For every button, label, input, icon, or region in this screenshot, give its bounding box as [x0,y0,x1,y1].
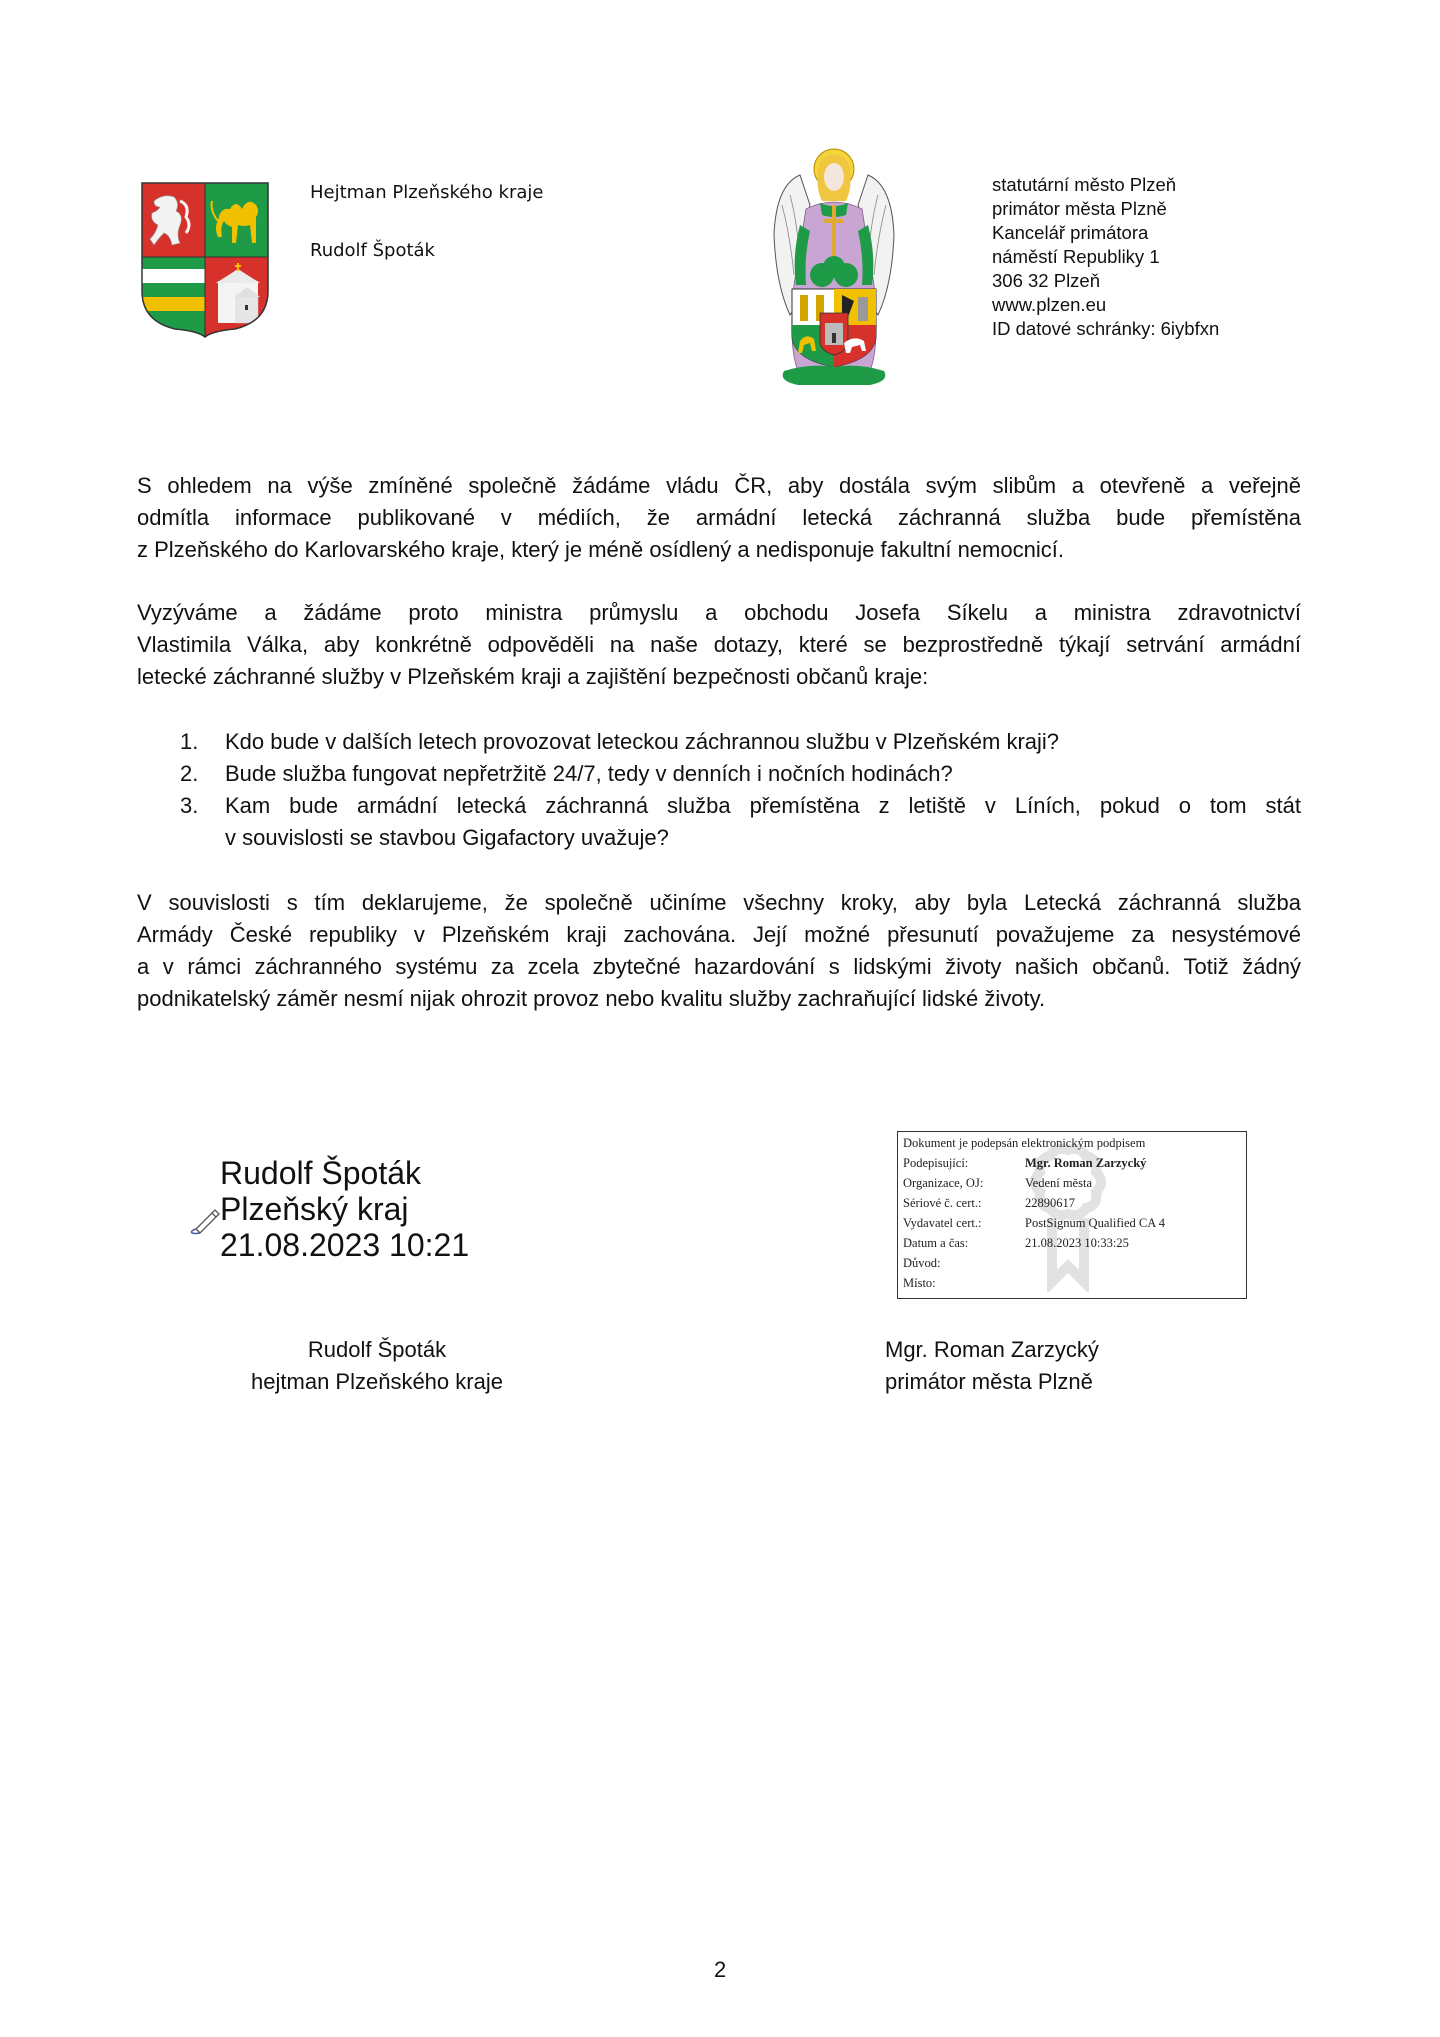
paragraph-call-ministers [137,597,1301,693]
certificate-value: 21.08.2023 10:33:25 [1025,1236,1129,1250]
paragraph-request-government [137,470,1301,566]
pen-signature-icon [190,1207,220,1235]
certificate-heading: Dokument je podepsán elektronickým podpisem [903,1136,1146,1150]
text-line: a v rámci záchranného systému za zcela zbytečné hazardování s lidskými životy našich občanů. Totiž žádný [137,954,1301,979]
question-text: Kdo bude v dalších letech provozovat leteckou záchrannou službu v Plzeňském kraji? [225,729,1060,754]
certificate-row-organization [903,1173,1092,1193]
text-line: Armády České republiky v Plzeňském kraji zachována. Její možné přesunutí považujeme za nesystémové [137,922,1301,947]
coat-of-arms-icon [140,181,270,339]
question-number: 1. [180,729,199,754]
certificate-label: Vydavatel cert.: [903,1216,982,1230]
certificate-row-place [903,1273,936,1293]
question-text: Bude služba fungovat nepřetržitě 24/7, tedy v denních i nočních hodinách? [225,761,953,786]
certificate-row-issuer [903,1213,1165,1233]
question-item [137,790,1301,854]
text-line: z Plzeňského do Karlovarského kraje, který je méně osídlený a nedisponuje fakultní nemocnicí. [137,537,1064,562]
left-signatory-name: Rudolf Špoták [307,1337,447,1362]
certificate-row-serial [903,1193,1075,1213]
certificate-row-reason [903,1253,941,1273]
right-signatory-block [885,1334,1185,1398]
text-line: letecké záchranné služby v Plzeňském kraji a zajištění bezpečnosti občanů kraje: [137,664,929,689]
right-signatory-role: primátor města Plzně [885,1369,1093,1394]
address-line-databox-id: ID datové schránky: 6iybfxn [992,318,1220,339]
certificate-label: Důvod: [903,1256,941,1270]
certificate-value: PostSignum Qualified CA 4 [1025,1216,1165,1230]
certificate-label: Datum a čas: [903,1236,969,1250]
city-address-block [992,173,1322,341]
question-number: 3. [180,793,199,818]
address-line-street: náměstí Republiky 1 [992,246,1160,267]
page-number: 2 [714,1957,727,1982]
question-item [137,726,1301,758]
angel-emblem-icon [770,145,898,387]
certificate-value: Mgr. Roman Zarzycký [1025,1156,1147,1170]
certificate-row-datetime [903,1233,1129,1253]
stamp-text [220,1155,469,1263]
certificate-label: Místo: [903,1276,936,1290]
header-left-name: Rudolf Špoták [310,240,435,261]
question-item [137,758,1301,790]
address-line-mayor: primátor města Plzně [992,198,1167,219]
text-line: Vlastimila Válka, aby konkrétně odpověděli na naše dotazy, které se bezprostředně týkají setrvání armádní [137,632,1301,657]
paragraph-declaration [137,887,1301,1015]
question-text: v souvislosti se stavbou Gigafactory uvažuje? [225,825,669,850]
right-electronic-signature-certificate[interactable] [897,1131,1247,1299]
stamp-datetime: 21.08.2023 10:21 [220,1227,470,1263]
left-electronic-signature-stamp[interactable] [190,1155,490,1275]
address-line-office: Kancelář primátora [992,222,1149,243]
right-signatory-name: Mgr. Roman Zarzycký [885,1337,1099,1362]
region-coat-of-arms [140,181,270,339]
address-line-postcode: 306 32 Plzeň [992,270,1101,291]
certificate-value: Vedení města [1025,1176,1092,1190]
question-number: 2. [180,761,199,786]
certificate-row-signer [903,1153,1147,1173]
text-line: Vyzýváme a žádáme proto ministra průmyslu a obchodu Josefa Síkelu a ministra zdravotnictví [137,600,1301,625]
certificate-label: Podepisující: [903,1156,969,1170]
stamp-signer-name: Rudolf Špoták [220,1155,422,1191]
stamp-organization: Plzeňský kraj [220,1191,409,1227]
text-line: V souvislosti s tím deklarujeme, že společně učiníme všechny kroky, aby byla Letecká záchranná služba [137,890,1301,915]
questions-list [137,726,1301,854]
header-left-title: Hejtman Plzeňského kraje [310,182,544,203]
certificate-label: Organizace, OJ: [903,1176,984,1190]
certificate-label: Sériové č. cert.: [903,1196,982,1210]
text-line: podnikatelský záměr nesmí nijak ohrozit provoz nebo kvalitu služby zachraňující lidské životy. [137,986,1046,1011]
address-line-city: statutární město Plzeň [992,174,1177,195]
address-link-website[interactable]: www.plzen.eu [992,294,1107,315]
question-text: Kam bude armádní letecká záchranná služba přemístěna z letiště v Líních, pokud o tom stát [225,793,1301,818]
text-line: odmítla informace publikované v médiích, že armádní letecká záchranná služba bude přemístěna [137,505,1301,530]
certificate-value: 22890617 [1025,1196,1075,1210]
left-signatory-role: hejtman Plzeňského kraje [251,1369,503,1394]
left-signatory-block [232,1334,522,1398]
city-coat-of-arms [770,145,898,387]
text-line: S ohledem na výše zmíněné společně žádáme vládu ČR, aby dostála svým slibům a otevřeně a veřejně [137,473,1301,498]
